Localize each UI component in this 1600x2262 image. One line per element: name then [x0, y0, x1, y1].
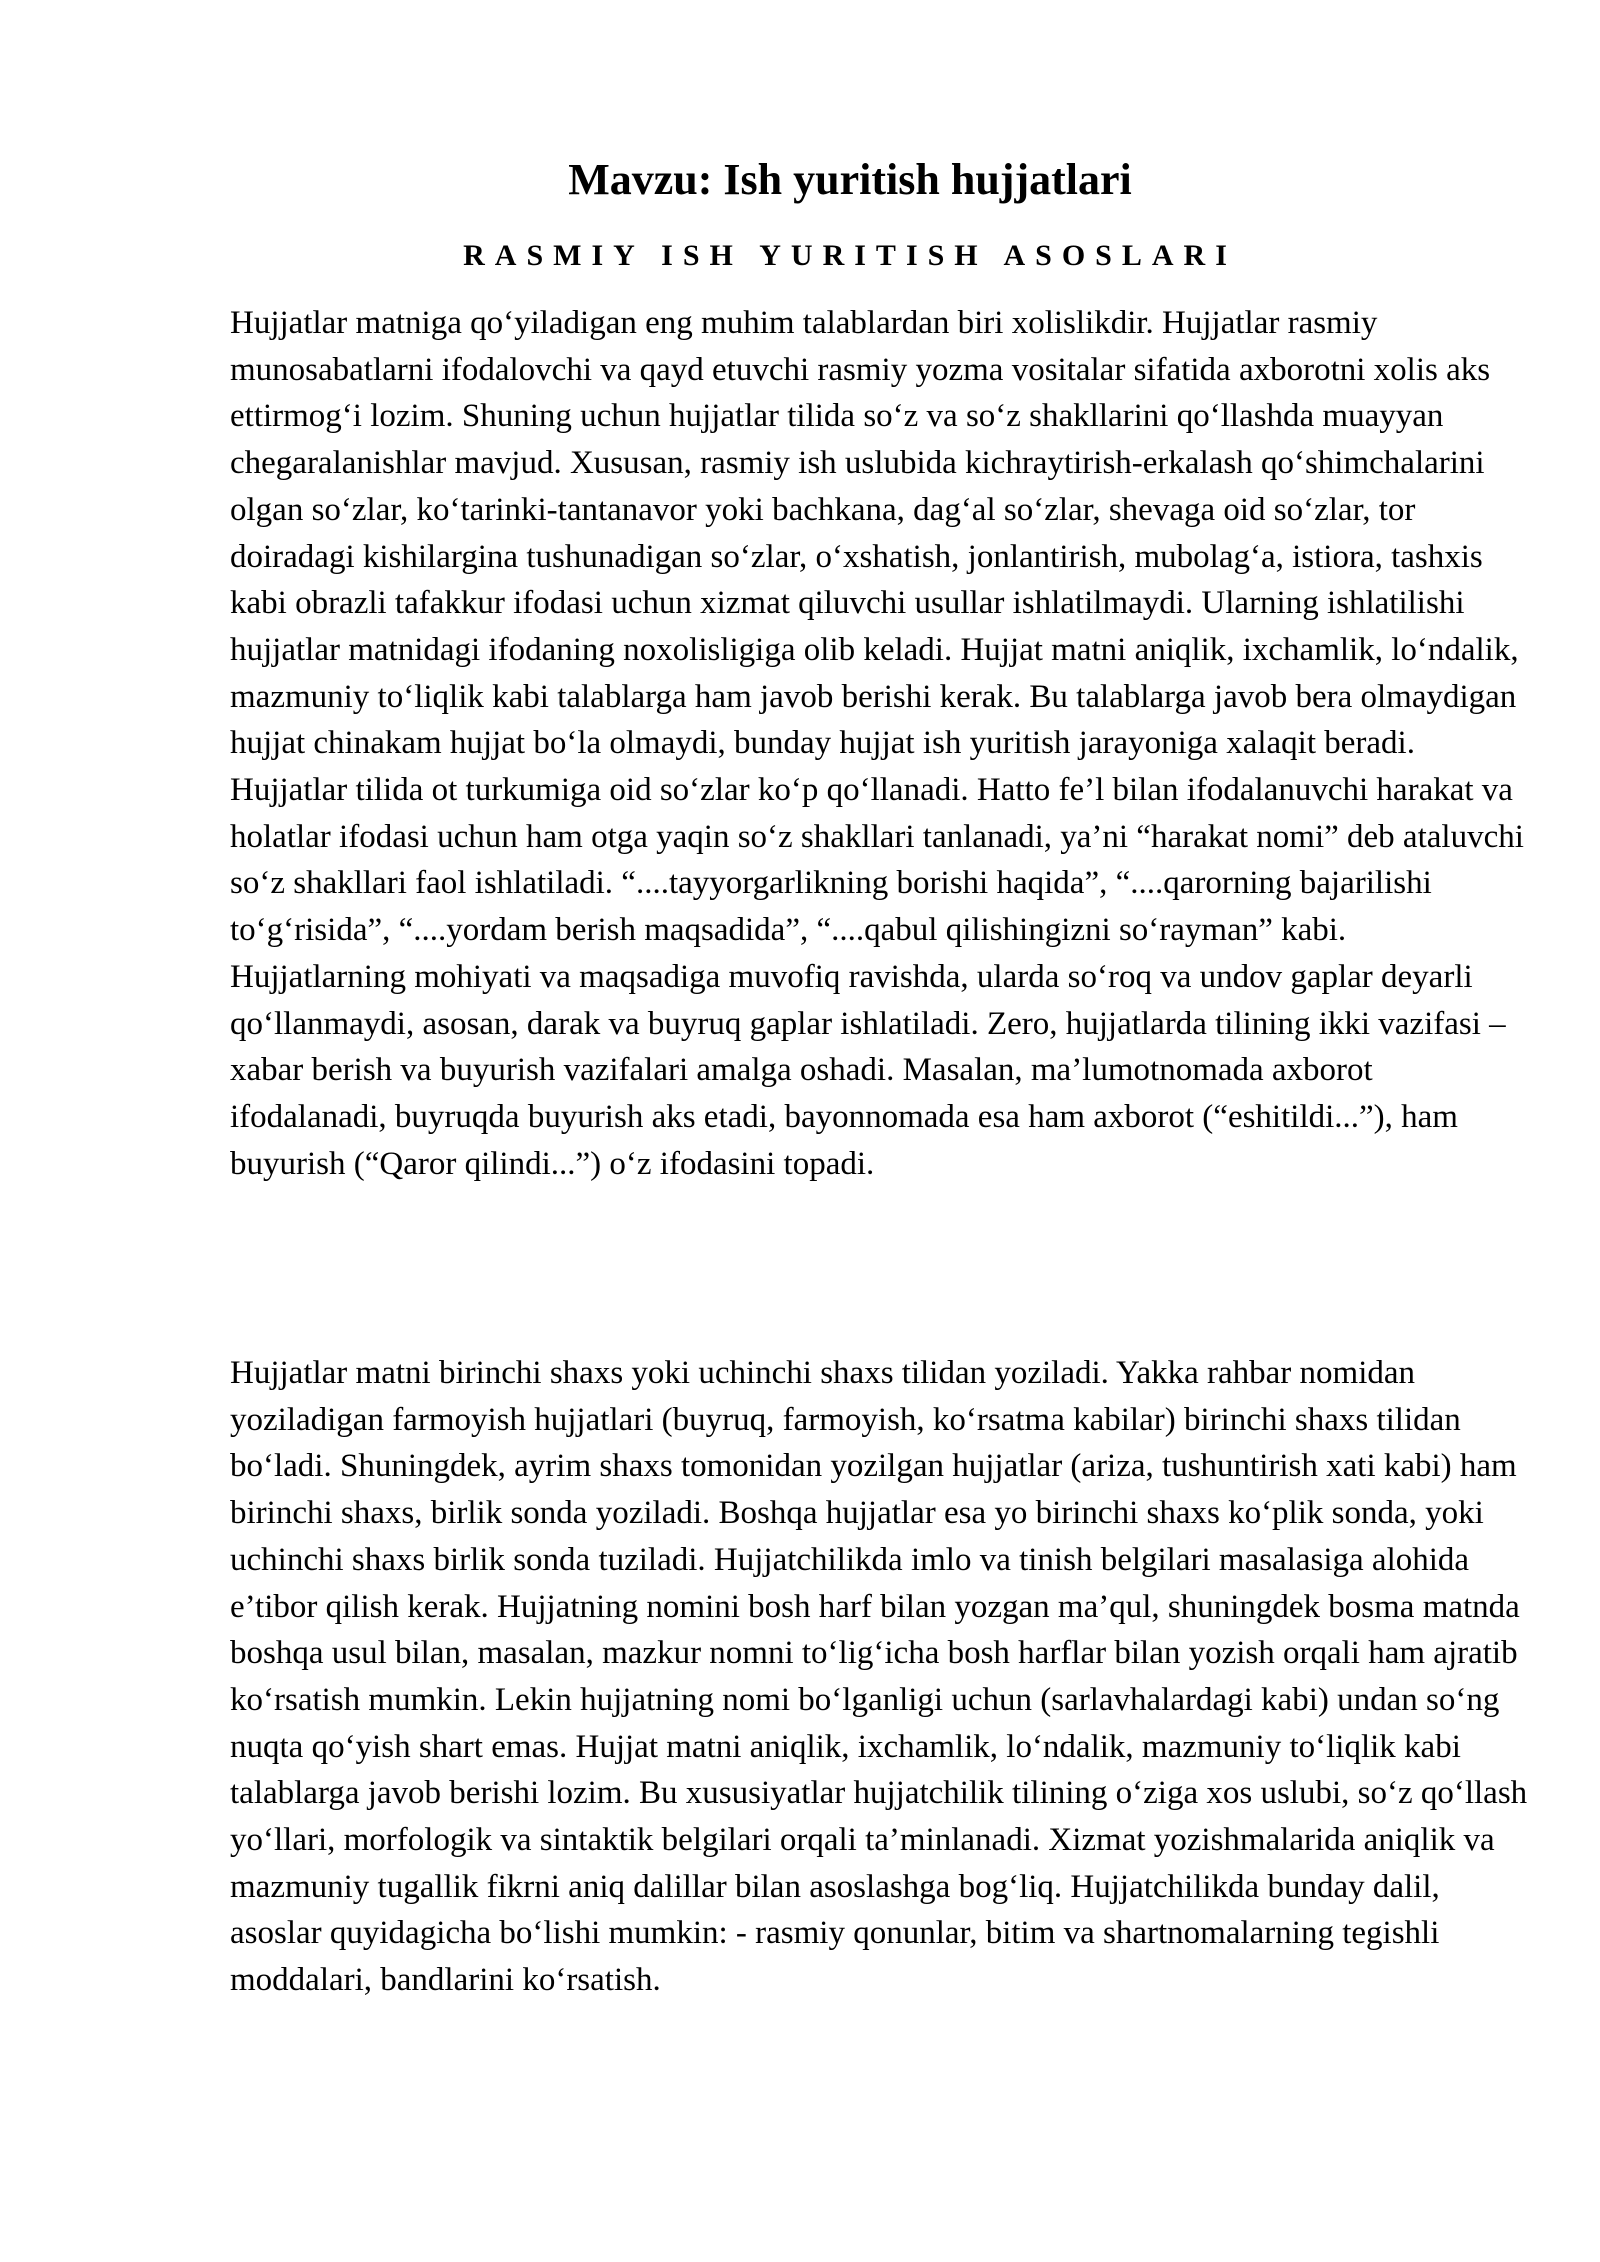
body-paragraph-2: Hujjatlar matni birinchi shaxs yoki uchinchi shaxs tilidan yoziladi. Yakka rahbar nomidan yoziladigan farmoyish hujjatlari (buyruq, farmoyish, ko‘rsatma kabilar) birinchi shaxs tilidan bo‘ladi. Shuningdek, ayrim shaxs tomonidan yozilgan hujjatlar (ariza, tushuntirish xati kabi) ham birinchi shaxs, birlik sonda yoziladi. Boshqa hujjatlar esa yo birinchi shaxs ko‘plik sonda, yoki uchinchi shaxs birlik sonda tuziladi. Hujjatchilikda imlo va tinish belgilari masalasiga alohida e’tibor qilish kerak. Hujjatning nomini bosh harf bilan yozgan ma’qul, shuningdek bosma matnda boshqa usul bilan, masalan, mazkur nomni to‘lig‘icha bosh harflar bilan yozish orqali ham ajratib ko‘rsatish mumkin. Lekin hujjatning nomi bo‘lganligi uchun (sarlavhalardagi kabi) undan so‘ng nuqta qo‘yish shart emas. Hujjat matni aniqlik, ixchamlik, lo‘ndalik, mazmuniy to‘liqlik kabi talablarga javob berishi lozim. Bu xususiyatlar hujjatchilik tilining o‘ziga xos uslubi, so‘z qo‘llash yo‘llari, morfologik va sintaktik belgilari orqali ta’minlanadi. Xizmat yozishmalarida aniqlik va mazmuniy tugallik fikrni aniq dalillar bilan asoslashga bog‘liq. Hujjatchilikda bunday dalil, asoslar quyidagicha bo‘lishi mumkin: - rasmiy qonunlar, bitim va shartnomalarning tegishli moddalari, bandlarini ko‘rsatish.: [230, 1355, 1528, 1999]
body-paragraph-1: Hujjatlar matniga qo‘yiladigan eng muhim talablardan biri xolislikdir. Hujjatlar rasmiy munosabatlarni ifodalovchi va qayd etuvchi rasmiy yozma vositalar sifatida axborotni xolis aks ettirmog‘i lozim. Shuning uchun hujjatlar tilida so‘z va so‘z shakllarini qo‘llashda muayyan chegaralanishlar mavjud. Xususan, rasmiy ish uslubida kichraytirish-erkalash qo‘shimchalarini olgan so‘zlar, ko‘tarinki-tantanavor yoki bachkana, dag‘al so‘zlar, shevaga oid so‘zlar, tor doiradagi kishilargina tushunadigan so‘zlar, o‘xshatish, jonlantirish, mubolag‘a, istiora, tashxis kabi obrazli tafakkur ifodasi uchun xizmat qiluvchi usullar ishlatilmaydi. Ularning ishlatilishi hujjatlar matnidagi ifodaning noxolisligiga olib keladi. Hujjat matni aniqlik, ixchamlik, lo‘ndalik, mazmuniy to‘liqlik kabi talablarga ham javob berishi kerak. Bu talablarga javob bera olmaydigan hujjat chinakam hujjat bo‘la olmaydi, bunday hujjat ish yuritish jarayoniga xalaqit beradi. Hujjatlar tilida ot turkumiga oid so‘zlar ko‘p qo‘llanadi. Hatto fe’l bilan ifodalanuvchi harakat va holatlar ifodasi uchun ham otga yaqin so‘z shakllari tanlanadi, ya’ni “harakat nomi” deb ataluvchi so‘z shakllari faol ishlatiladi. “....tayyorgarlikning borishi haqida”, “....qarorning bajarilishi to‘g‘risida”, “....yordam berish maqsadida”, “....qabul qilishingizni so‘rayman” kabi. Hujjatlarning mohiyati va maqsadiga muvofiq ravishda, ularda so‘roq va undov gaplar deyarli qo‘llanmaydi, asosan, darak va buyruq gaplar ishlatiladi. Zero, hujjatlarda tilining ikki vazifasi – xabar berish va buyurish vazifalari amalga oshadi. Masalan, ma’lumotnomada axborot ifodalanadi, buyruqda buyurish aks etadi, bayonnomada esa ham axborot (“eshitildi...”), ham buyurish (“Qaror qilindi...”) o‘z ifodasini topadi.: [230, 305, 1524, 1182]
document-subtitle: RASMIY ISH YURITISH ASOSLARI: [463, 239, 1237, 272]
document-title: Mavzu: Ish yuritish hujjatlari: [568, 155, 1132, 204]
